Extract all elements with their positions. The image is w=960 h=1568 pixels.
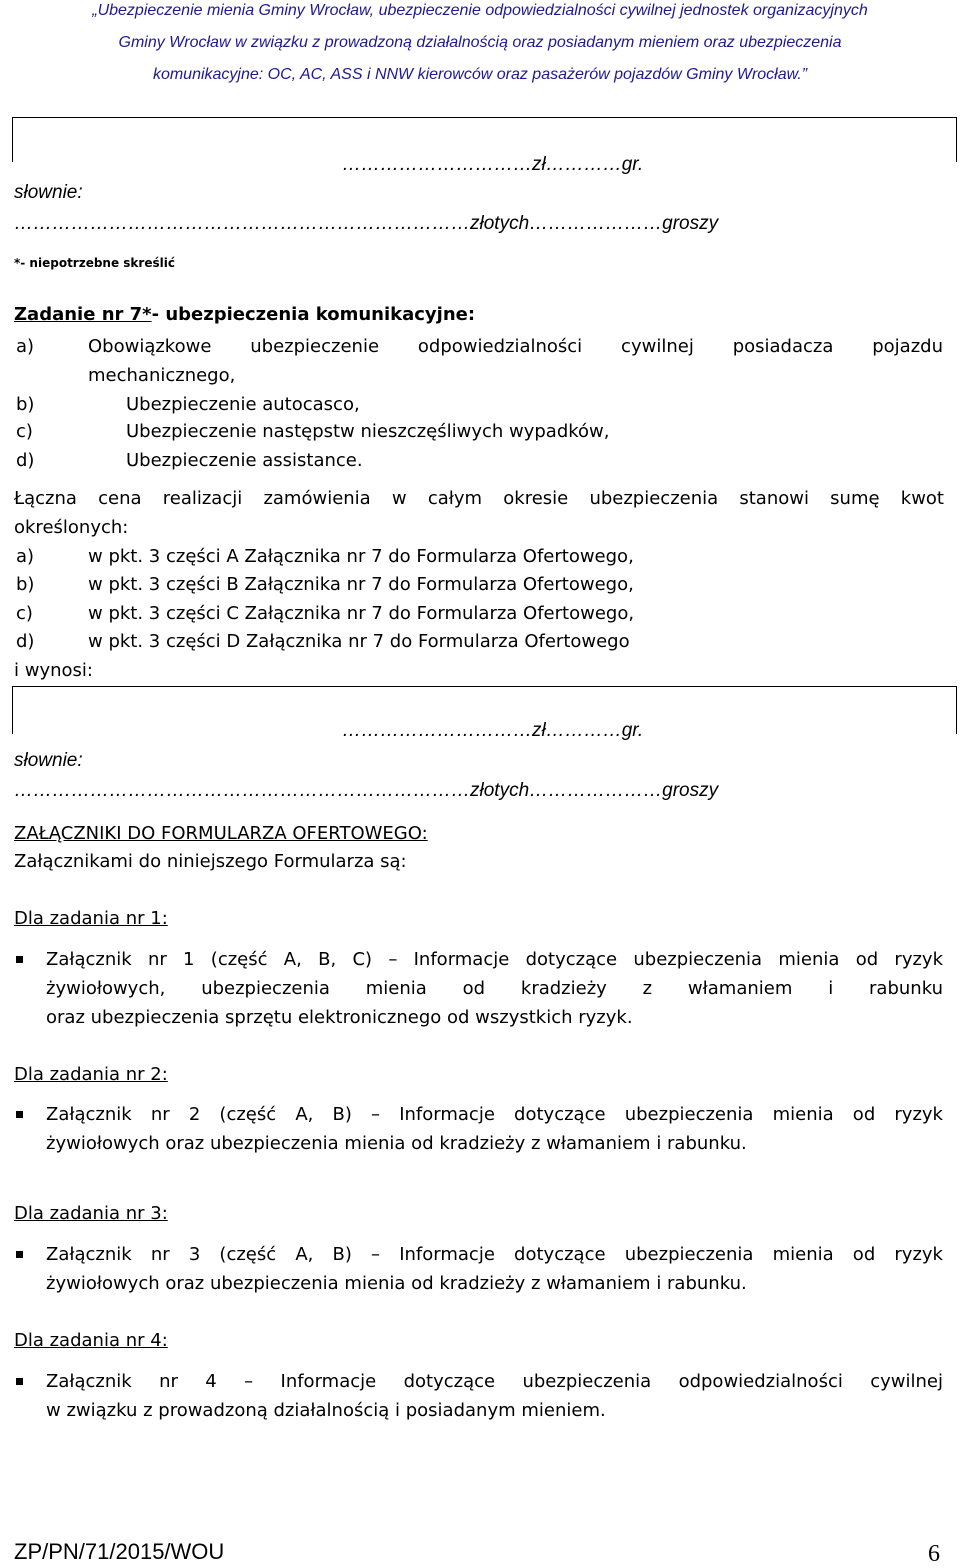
price-box-2-left-border xyxy=(12,686,13,734)
part-b-text: w pkt. 3 części B Załącznika nr 7 do Formularza Ofertowego, xyxy=(88,574,634,595)
attachment-3-line-1: Załącznik nr 3 (część A, B) – Informacje dotyczące ubezpieczenia mienia od ryzyk xyxy=(46,1244,943,1265)
attachment-4-line-1: Załącznik nr 4 – Informacje dotyczące ubezpieczenia odpowiedzialności cywilnej xyxy=(46,1371,943,1392)
task-4-label: Dla zadania nr 4: xyxy=(14,1330,168,1351)
price-box-1-right-border xyxy=(956,117,957,162)
total-price-line-2: określonych: xyxy=(14,517,129,538)
part-d-letter: d) xyxy=(16,631,35,652)
part-b-letter: b) xyxy=(16,574,35,595)
part-a-text: w pkt. 3 części A Załącznika nr 7 do Formularza Ofertowego, xyxy=(88,546,634,567)
part-d-text: w pkt. 3 części D Załącznika nr 7 do Formularza Ofertowego xyxy=(88,631,630,652)
task-7-item-c: Ubezpieczenie następstw nieszczęśliwych wypadków, xyxy=(126,421,610,442)
header-line-1: „Ubezpieczenie mienia Gminy Wrocław, ubezpieczenie odpowiedzialności cywilnej jednostek organizacyjnych xyxy=(92,2,868,19)
task-7-title xyxy=(14,304,475,325)
document-reference: ZP/PN/71/2015/WOU xyxy=(14,1539,225,1564)
price-box-2-right-border xyxy=(956,686,957,734)
price-box-1-top-border xyxy=(12,117,956,118)
footnote: *- niepotrzebne skreślić xyxy=(14,256,175,270)
bullet-icon xyxy=(16,956,23,963)
attachment-1-line-2: żywiołowych, ubezpieczenia mienia od kradzieży z włamaniem i rabunku xyxy=(46,978,943,999)
task-7-title-number: Zadanie nr 7* xyxy=(14,304,152,325)
header-line-2: Gminy Wrocław w związku z prowadzoną działalnością oraz posiadanym mieniem oraz ubezpieczenia xyxy=(118,34,842,51)
amounts-to-label: i wynosi: xyxy=(14,660,93,681)
task-7-item-b-letter: b) xyxy=(16,394,35,415)
task-1-label: Dla zadania nr 1: xyxy=(14,908,168,929)
attachment-2-line-1: Załącznik nr 2 (część A, B) – Informacje dotyczące ubezpieczenia mienia od ryzyk xyxy=(46,1104,943,1125)
amount-in-words-field[interactable]: ………………………………………………………………złotych…………………groszy xyxy=(14,213,719,234)
attachment-3-line-2: żywiołowych oraz ubezpieczenia mienia od kradzieży z włamaniem i rabunku. xyxy=(46,1273,747,1294)
part-c-text: w pkt. 3 części C Załącznika nr 7 do Formularza Ofertowego, xyxy=(88,603,635,624)
words-label-2: słownie: xyxy=(14,750,83,771)
task-7-item-a-cont: mechanicznego, xyxy=(88,365,236,386)
part-a-letter: a) xyxy=(16,546,35,567)
header-line-3: komunikacyjne: OC, AC, ASS i NNW kierowców oraz pasażerów pojazdów Gminy Wrocław.” xyxy=(152,66,808,83)
task-7-item-a-letter: a) xyxy=(16,336,35,357)
words-label: słownie: xyxy=(14,182,83,203)
task-2-label: Dla zadania nr 2: xyxy=(14,1064,168,1085)
part-c-letter: c) xyxy=(16,603,33,624)
task-7-title-rest: - ubezpieczenia komunikacyjne: xyxy=(151,304,476,325)
price-amount-field-2[interactable]: …………………………zł…………gr. xyxy=(342,720,644,741)
price-amount-field[interactable]: …………………………zł…………gr. xyxy=(342,154,644,175)
attachment-4-line-2: w związku z prowadzoną działalnością i posiadanym mieniem. xyxy=(46,1400,606,1421)
attachment-1-line-3: oraz ubezpieczenia sprzętu elektronicznego od wszystkich ryzyk. xyxy=(46,1007,633,1028)
bullet-icon xyxy=(16,1378,23,1385)
page-number: 6 xyxy=(928,1541,940,1567)
task-7-item-b: Ubezpieczenie autocasco, xyxy=(126,394,360,415)
attachment-2-line-2: żywiołowych oraz ubezpieczenia mienia od kradzieży z włamaniem i rabunku. xyxy=(46,1133,747,1154)
attachment-1-line-1: Załącznik nr 1 (część A, B, C) – Informacje dotyczące ubezpieczenia mienia od ryzyk xyxy=(46,949,943,970)
attachments-intro: Załącznikami do niniejszego Formularza są: xyxy=(14,851,407,872)
bullet-icon xyxy=(16,1111,23,1118)
task-7-item-c-letter: c) xyxy=(16,421,33,442)
bullet-icon xyxy=(16,1251,23,1258)
task-3-label: Dla zadania nr 3: xyxy=(14,1203,168,1224)
price-box-2-top-border xyxy=(12,686,956,687)
task-7-item-a: Obowiązkowe ubezpieczenie odpowiedzialności cywilnej posiadacza pojazdu xyxy=(88,336,943,357)
task-7-item-d: Ubezpieczenie assistance. xyxy=(126,450,363,471)
attachments-heading: ZAŁĄCZNIKI DO FORMULARZA OFERTOWEGO: xyxy=(14,823,428,844)
amount-in-words-field-2[interactable]: ………………………………………………………………złotych…………………groszy xyxy=(14,780,719,801)
price-box-1-left-border xyxy=(12,117,13,162)
task-7-item-d-letter: d) xyxy=(16,450,35,471)
total-price-line-1: Łączna cena realizacji zamówienia w całym okresie ubezpieczenia stanowi sumę kwot xyxy=(14,488,944,509)
